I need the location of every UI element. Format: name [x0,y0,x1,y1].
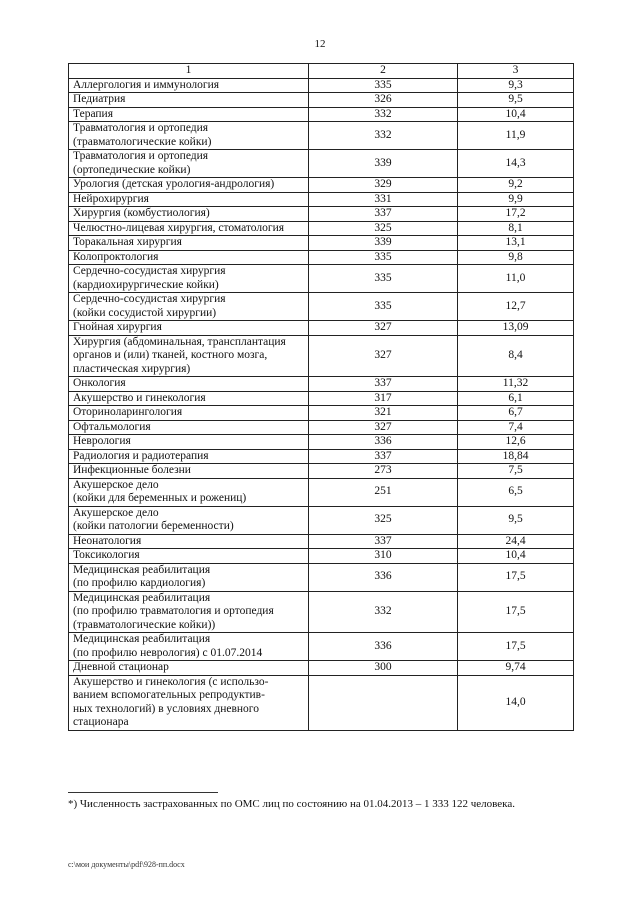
column-2-value: 337 [309,377,458,392]
column-3-value: 11,9 [458,122,574,150]
column-3-value: 6,7 [458,406,574,421]
specialty-name-cell [69,549,309,564]
table-row [69,534,574,549]
specialty-name-cell [69,122,309,150]
specialty-name-cell [69,321,309,336]
column-3-value: 17,2 [458,207,574,222]
column-3-value: 17,5 [458,633,574,661]
column-2-value: 329 [309,178,458,193]
column-3-value: 9,5 [458,93,574,108]
column-3-value: 17,5 [458,591,574,633]
specialty-name-cell [69,150,309,178]
specialty-name-line: Офтальмология [73,420,151,433]
specialty-name-line: пластическая хирургия) [73,362,191,375]
column-3-value: 8,1 [458,221,574,236]
specialty-name-line: (койки для беременных и рожениц) [73,492,247,504]
table-row [69,321,574,336]
table-row [69,377,574,392]
table-row [69,391,574,406]
table-row [69,178,574,193]
specialty-name-line: Сердечно-сосудистая хирургия [73,293,226,305]
column-2-value: 332 [309,107,458,122]
table-row [69,78,574,93]
column-2-value: 326 [309,93,458,108]
specialty-name-line: Медицинская реабилитация [73,563,211,576]
footnote-divider [68,792,218,793]
specialty-name-cell [69,435,309,450]
specialty-name-cell [69,391,309,406]
file-path: c:\мои документы\pdf\928-пп.docx [68,860,185,869]
table-row [69,478,574,506]
specialty-name-cell [69,192,309,207]
column-3-value: 12,7 [458,293,574,321]
specialty-name-line: ных технологий) в условиях дневного [73,702,259,715]
column-2-value: 335 [309,265,458,293]
column-3-value: 13,1 [458,236,574,251]
column-3-value: 18,84 [458,449,574,464]
specialty-name-line: Хирургия (абдоминальная, трансплантация [73,335,286,348]
table-row [69,449,574,464]
column-2-value: 327 [309,321,458,336]
specialty-name-line: Колопроктология [73,250,159,263]
specialty-name-cell [69,464,309,479]
specialty-name-cell [69,207,309,222]
specialty-name-line: Сердечно-сосудистая хирургия [73,265,226,277]
tariff-table [68,63,574,731]
column-3-value: 10,4 [458,549,574,564]
footnote: *) Численность застрахованных по ОМС лиц по состоянию на 01.04.2013 – 1 333 122 человека. [68,798,515,810]
column-2-value: 310 [309,549,458,564]
table-row [69,265,574,293]
table-row [69,122,574,150]
column-2-value: 332 [309,122,458,150]
specialty-name-line: Травматология и ортопедия [73,122,209,134]
column-2-value: 336 [309,563,458,591]
specialty-name-cell [69,93,309,108]
column-2-value: 251 [309,478,458,506]
specialty-name-cell [69,178,309,193]
specialty-name-line: Педиатрия [73,93,126,105]
table-row [69,250,574,265]
column-3-value: 9,8 [458,250,574,265]
table-row [69,464,574,479]
column-2-value: 339 [309,150,458,178]
specialty-name-line: стационара [73,716,129,728]
specialty-name-cell [69,406,309,421]
specialty-name-line: Терапия [73,107,113,120]
table-row [69,221,574,236]
column-3-value: 6,5 [458,478,574,506]
table-row [69,192,574,207]
specialty-name-cell [69,250,309,265]
table-row [69,93,574,108]
column-header-3: 3 [458,64,574,79]
table-header-row [69,64,574,79]
column-3-value: 9,74 [458,661,574,676]
column-3-value: 17,5 [458,563,574,591]
table-row [69,236,574,251]
column-3-value: 6,1 [458,391,574,406]
table-body [69,78,574,730]
specialty-name-cell [69,506,309,534]
column-2-value: 327 [309,420,458,435]
specialty-name-cell [69,377,309,392]
specialty-name-line: (по профилю травматология и ортопедия [73,605,274,617]
column-2-value: 337 [309,534,458,549]
specialty-name-line: Радиология и радиотерапия [73,449,209,462]
table-row [69,207,574,222]
table-row [69,293,574,321]
column-3-value: 9,9 [458,192,574,207]
column-3-value: 12,6 [458,435,574,450]
table-row [69,150,574,178]
column-3-value: 11,32 [458,377,574,392]
specialty-name-line: (ортопедические койки) [73,163,191,176]
column-3-value: 13,09 [458,321,574,336]
column-header-1: 1 [69,64,309,79]
column-3-value: 14,3 [458,150,574,178]
column-2-value: 335 [309,293,458,321]
specialty-name-line: Инфекционные болезни [73,464,191,476]
column-2-value: 337 [309,207,458,222]
page-number: 12 [314,38,326,50]
column-2-value: 335 [309,78,458,93]
specialty-name-cell [69,265,309,293]
specialty-name-line: Медицинская реабилитация [73,591,211,604]
specialty-name-line: органов и (или) тканей, костного мозга, [73,349,268,361]
table-row [69,335,574,377]
specialty-name-line: (травматологические койки)) [73,618,216,631]
specialty-name-line: Нейрохирургия [73,192,149,205]
specialty-name-line: Неврология [73,435,131,447]
column-2-value: 325 [309,506,458,534]
specialty-name-line: Торакальная хирургия [73,236,182,248]
specialty-name-line: Токсикология [73,549,140,561]
specialty-name-cell [69,449,309,464]
specialty-name-line: Онкология [73,377,126,389]
specialty-name-line: Дневной стационар [73,661,169,673]
specialty-name-cell [69,661,309,676]
column-2-value: 336 [309,435,458,450]
table-row [69,435,574,450]
column-2-value: 336 [309,633,458,661]
specialty-name-cell [69,78,309,93]
specialty-name-cell [69,478,309,506]
column-3-value: 7,5 [458,464,574,479]
column-2-value [309,675,458,730]
table-row [69,420,574,435]
specialty-name-line: Травматология и ортопедия [73,150,209,162]
specialty-name-line: (травматологические койки) [73,135,212,148]
specialty-name-line: Акушерское дело [73,478,159,491]
column-2-value: 335 [309,250,458,265]
column-2-value: 325 [309,221,458,236]
specialty-name-line: (по профилю кардиология) [73,577,206,589]
specialty-name-cell [69,236,309,251]
specialty-name-cell [69,420,309,435]
table-row [69,107,574,122]
specialty-name-line: Неонатология [73,534,142,547]
specialty-name-line: Челюстно-лицевая хирургия, стоматология [73,221,285,234]
specialty-name-cell [69,633,309,661]
table-row [69,633,574,661]
specialty-name-line: Гнойная хирургия [73,321,162,333]
specialty-name-line: Хирургия (комбустиология) [73,207,210,219]
column-2-value: 337 [309,449,458,464]
column-3-value: 9,5 [458,506,574,534]
specialty-name-cell [69,563,309,591]
specialty-name-cell [69,293,309,321]
table-row [69,563,574,591]
specialty-name-cell [69,221,309,236]
specialty-name-line: (по профилю неврология) с 01.07.2014 [73,646,263,659]
column-2-value: 332 [309,591,458,633]
column-3-value: 7,4 [458,420,574,435]
specialty-name-line: Акушерство и гинекология (с использо- [73,675,269,688]
column-2-value: 273 [309,464,458,479]
specialty-name-line: (кардиохирургические койки) [73,278,219,291]
table-row [69,549,574,564]
table-row [69,661,574,676]
table-row [69,591,574,633]
column-3-value: 24,4 [458,534,574,549]
specialty-name-line: Медицинская реабилитация [73,633,211,645]
table-row [69,675,574,730]
column-2-value: 331 [309,192,458,207]
column-2-value: 300 [309,661,458,676]
specialty-name-cell [69,591,309,633]
specialty-name-cell [69,675,309,730]
specialty-name-line: Урология (детская урология-андрология) [73,178,275,190]
column-header-2: 2 [309,64,458,79]
column-2-value: 321 [309,406,458,421]
specialty-name-cell [69,534,309,549]
specialty-name-line: Оториноларингология [73,406,183,418]
specialty-name-line: Акушерское дело [73,506,159,519]
specialty-name-line: Акушерство и гинекология [73,391,206,404]
specialty-name-cell [69,107,309,122]
column-3-value: 10,4 [458,107,574,122]
specialty-name-line: (койки патологии беременности) [73,520,234,532]
column-2-value: 339 [309,236,458,251]
column-3-value: 14,0 [458,675,574,730]
column-2-value: 317 [309,391,458,406]
specialty-name-line: (койки сосудистой хирургии) [73,306,217,319]
column-3-value: 11,0 [458,265,574,293]
column-3-value: 8,4 [458,335,574,377]
table-row [69,406,574,421]
column-3-value: 9,2 [458,178,574,193]
column-3-value: 9,3 [458,78,574,93]
specialty-name-line: ванием вспомогательных репродуктив- [73,689,265,701]
column-2-value: 327 [309,335,458,377]
table-row [69,506,574,534]
specialty-name-line: Аллергология и иммунология [73,78,220,91]
specialty-name-cell [69,335,309,377]
